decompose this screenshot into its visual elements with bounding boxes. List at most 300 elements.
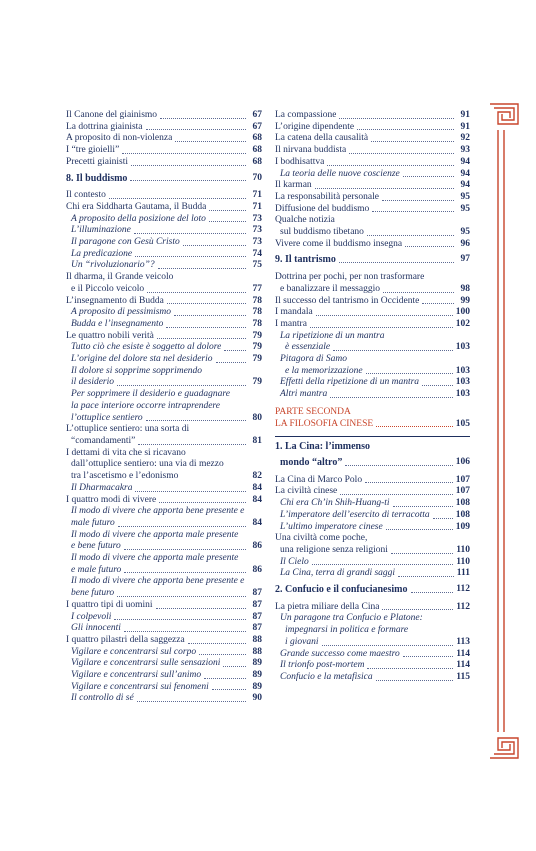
page-number: 91	[460, 121, 470, 132]
page-number: 73	[252, 237, 262, 248]
dot-leader	[209, 210, 246, 211]
toc-entry[interactable]	[66, 682, 262, 694]
dot-leader	[422, 303, 454, 304]
entry-title: La Cina, terra di grandi saggi	[280, 568, 396, 579]
dot-leader	[124, 572, 246, 573]
page-number: 87	[252, 623, 262, 634]
page-number: 79	[252, 377, 262, 388]
toc-entry[interactable]	[66, 237, 262, 249]
page-number: 68	[252, 145, 262, 156]
dot-leader	[383, 292, 454, 293]
toc-entry[interactable]	[66, 331, 262, 343]
dot-leader	[204, 678, 246, 679]
toc-entry[interactable]	[275, 545, 470, 557]
dot-leader	[371, 141, 454, 142]
entry-title: La catena della causalità	[275, 133, 369, 144]
entry-title: e banalizzare il messaggio	[280, 283, 380, 294]
dot-leader	[135, 491, 246, 492]
entry-title: La civiltà cinese	[275, 486, 338, 497]
dot-leader	[118, 526, 246, 527]
dot-leader	[156, 608, 246, 609]
toc-entry[interactable]	[66, 483, 262, 495]
entry-title: e male futuro	[71, 564, 122, 575]
page-number: 91	[460, 110, 470, 120]
page-number: 99	[460, 295, 470, 306]
dot-leader	[109, 198, 246, 199]
page-number: 79	[252, 342, 262, 353]
entry-title: La dottrina giainista	[66, 121, 143, 132]
entry-title: sul buddismo tibetano	[280, 227, 364, 238]
toc-entry[interactable]	[275, 637, 470, 649]
entry-title: La responsabilità personale	[275, 191, 379, 202]
page-number: 79	[252, 354, 262, 365]
toc-entry[interactable]	[275, 169, 470, 181]
page-number: 106	[455, 456, 470, 467]
dot-leader	[199, 654, 246, 655]
toc-entry-line: Il modo di vivere che apporta male presente	[71, 553, 239, 564]
entry-title: Il contesto	[66, 190, 106, 201]
toc-entry[interactable]	[66, 202, 262, 214]
toc-entry[interactable]	[275, 319, 470, 331]
toc-entry-line: Qualche notizia	[275, 215, 335, 226]
entry-title: A proposito di pessimismo	[71, 307, 172, 318]
dot-leader	[327, 165, 454, 166]
toc-entry[interactable]	[66, 635, 262, 647]
dot-leader	[403, 656, 454, 657]
toc-left-column	[66, 110, 262, 705]
dot-leader	[146, 420, 246, 421]
page-number: 86	[252, 541, 262, 552]
toc-entry[interactable]	[275, 366, 470, 378]
dot-leader	[216, 362, 246, 363]
entry-title: tra l’ascetismo e l’edonismo	[71, 471, 179, 482]
dot-leader	[422, 385, 453, 386]
toc-entry[interactable]	[66, 319, 262, 331]
dot-leader	[117, 596, 246, 597]
toc-entry[interactable]	[66, 377, 262, 389]
dot-leader	[147, 292, 246, 293]
toc-entry-line: I dettami di vita che si ricavano	[66, 447, 186, 458]
page-number: 79	[252, 330, 262, 341]
page-number: 81	[252, 435, 262, 446]
entry-title: Altri mantra	[280, 389, 328, 400]
entry-title: Il karman	[275, 180, 312, 191]
entry-title: La compassione	[275, 110, 337, 120]
entry-title: male futuro	[71, 517, 115, 528]
dot-leader	[403, 176, 454, 177]
toc-entry[interactable]	[275, 342, 470, 354]
entry-title: bene futuro	[71, 588, 115, 599]
toc-entry-line: Il dolore si sopprime sopprimendo	[71, 365, 203, 376]
entry-title: I mantra	[275, 318, 307, 329]
chapter-entry[interactable]	[275, 584, 470, 596]
dot-leader	[345, 465, 452, 466]
dot-leader	[310, 327, 453, 328]
page-number: 70	[252, 172, 262, 183]
page-number: 67	[252, 121, 262, 132]
toc-entry[interactable]	[275, 227, 470, 239]
page-number: 89	[252, 681, 262, 692]
toc-entry[interactable]	[66, 495, 262, 507]
entry-title: Il nirvana buddista	[275, 145, 347, 156]
page-number: 67	[252, 110, 262, 120]
page-number: 107	[455, 486, 470, 497]
toc-entry[interactable]	[66, 296, 262, 308]
page-number: 111	[456, 568, 470, 579]
dot-leader	[333, 350, 453, 351]
entry-title: LA FILOSOFIA CINESE	[275, 418, 374, 429]
page-number: 73	[252, 213, 262, 224]
entry-title: mondo “altro”	[280, 456, 343, 468]
toc-entry-line: Pitagora di Samo	[280, 354, 348, 365]
toc-entry[interactable]	[275, 110, 470, 122]
entry-title: A proposito di non-violenza	[66, 133, 173, 144]
entry-title: La Cina di Marco Polo	[275, 474, 363, 485]
page-number: 93	[460, 145, 470, 156]
toc-entry-line: Il dharma, il Grande veicolo	[66, 272, 174, 283]
entry-title: Confucio e la metafisica	[280, 671, 373, 682]
dot-leader	[349, 153, 454, 154]
page-number: 112	[456, 601, 470, 612]
page-number: 94	[460, 180, 470, 191]
toc-entry[interactable]	[66, 157, 262, 169]
toc-entry[interactable]	[66, 249, 262, 261]
toc-entry[interactable]	[275, 122, 470, 134]
toc-entry[interactable]	[66, 658, 262, 670]
entry-title: I bodhisattva	[275, 156, 325, 167]
entry-title: L’insegnamento di Budda	[66, 295, 164, 306]
toc-entry[interactable]	[66, 600, 262, 612]
page-number: 96	[460, 238, 470, 249]
dot-leader	[376, 426, 453, 427]
toc-entry[interactable]	[275, 145, 470, 157]
dot-leader	[411, 592, 454, 593]
dot-leader	[135, 256, 246, 257]
dot-leader	[367, 235, 454, 236]
dot-leader	[315, 188, 454, 189]
chapter-entry[interactable]	[275, 457, 470, 469]
dot-leader	[131, 165, 246, 166]
page-number: 89	[252, 658, 262, 669]
toc-entry[interactable]	[66, 693, 262, 705]
entry-title: La predicazione	[71, 248, 133, 259]
dot-leader	[367, 668, 453, 669]
toc-entry[interactable]	[66, 190, 262, 202]
toc-entry[interactable]	[66, 133, 262, 145]
toc-entry[interactable]	[275, 296, 470, 308]
page-number: 109	[455, 521, 470, 532]
dot-leader	[146, 129, 246, 130]
page-number: 84	[252, 517, 262, 528]
toc-entry[interactable]	[275, 133, 470, 145]
page-number: 110	[456, 544, 470, 555]
toc-entry[interactable]	[275, 498, 470, 510]
dot-leader	[137, 701, 246, 702]
toc-entry-line: Il modo di vivere che apporta male presente	[71, 529, 239, 540]
entry-title: La pietra miliare della Cina	[275, 601, 380, 612]
entry-title: Diffusione del buddismo	[275, 203, 370, 214]
page-number: 78	[252, 295, 262, 306]
toc-entry[interactable]	[275, 568, 470, 580]
toc-entry[interactable]	[66, 623, 262, 635]
dot-leader	[157, 338, 246, 339]
entry-title: Il successo del tantrismo in Occidente	[275, 295, 420, 306]
page-number: 103	[455, 365, 470, 376]
dot-leader	[330, 397, 453, 398]
toc-entry[interactable]	[66, 647, 262, 659]
chapter-entry[interactable]	[66, 173, 262, 185]
toc-entry[interactable]	[275, 192, 470, 204]
entry-title: Budda e l’insegnamento	[71, 318, 164, 329]
entry-title: Chi era Ch’in Shih-Huang-ti	[280, 498, 390, 509]
toc-entry[interactable]	[275, 204, 470, 216]
page-number: 87	[252, 588, 262, 599]
toc-entry[interactable]	[66, 225, 262, 237]
page-number: 94	[460, 168, 470, 179]
dot-leader	[175, 141, 246, 142]
part-divider	[275, 436, 470, 437]
toc-entry-line: Dottrina per pochi, per non trasformare	[275, 272, 425, 283]
toc-entry[interactable]	[66, 214, 262, 226]
entry-title: Il controllo di sé	[71, 693, 134, 704]
dot-leader	[398, 576, 454, 577]
dot-leader	[382, 609, 453, 610]
entry-title: I quattro tipi di uomini	[66, 599, 153, 610]
page-number: 68	[252, 156, 262, 167]
toc-entry-line: Per sopprimere il desiderio e guadagnare	[71, 389, 230, 400]
toc-entry-line: L’ottuplice sentiero: una sorta di	[66, 424, 190, 435]
entry-title: Tutto ciò che esiste è soggetto al dolore	[71, 342, 222, 353]
toc-entry[interactable]	[275, 522, 470, 534]
page-number: 102	[455, 318, 470, 329]
entry-title: L’origine del dolore sta nel desiderio	[71, 354, 213, 365]
toc-entry[interactable]	[66, 260, 262, 272]
entry-title: La teoria delle nuove coscienze	[280, 168, 400, 179]
entry-title: 2. Confucio e il confucianesimo	[275, 584, 408, 596]
page-number: 84	[252, 482, 262, 493]
page-number: 84	[252, 494, 262, 505]
entry-title: A proposito della posizione del loto	[71, 213, 206, 224]
entry-title: I mandala	[275, 307, 313, 318]
toc-entry[interactable]	[275, 510, 470, 522]
toc-entry-line: impegnarsi in politica e formare	[285, 625, 409, 636]
entry-title: e la memorizzazione	[285, 365, 363, 376]
page-number: 73	[252, 225, 262, 236]
toc-entry[interactable]	[66, 307, 262, 319]
dot-leader	[130, 180, 246, 181]
toc-entry[interactable]	[66, 342, 262, 354]
entry-title: I “tre gioielli”	[66, 145, 120, 156]
entry-title: Chi era Siddharta Gautama, il Budda	[66, 201, 207, 212]
page-number: 89	[252, 670, 262, 681]
toc-entry[interactable]	[275, 475, 470, 487]
dot-leader	[372, 211, 454, 212]
toc-entry[interactable]	[66, 145, 262, 157]
chapter-title-line: 1. La Cina: l’immenso	[275, 441, 370, 453]
entry-title: I colpevoli	[71, 611, 112, 622]
dot-leader	[160, 118, 246, 119]
toc-entry[interactable]	[275, 377, 470, 389]
page-number: 112	[456, 584, 470, 595]
dot-leader	[316, 315, 453, 316]
toc-entry[interactable]	[66, 471, 262, 483]
toc-entry[interactable]	[66, 284, 262, 296]
page-number: 108	[455, 498, 470, 509]
part-title-entry[interactable]	[275, 419, 470, 431]
dot-leader	[339, 262, 454, 263]
page-number: 115	[456, 671, 470, 682]
page-number: 92	[460, 133, 470, 144]
dot-leader	[339, 118, 454, 119]
entry-title: 8. Il buddismo	[66, 172, 128, 184]
dot-leader	[340, 494, 453, 495]
page-number: 97	[460, 254, 470, 265]
entry-title: “comandamenti”	[71, 435, 136, 446]
toc-entry[interactable]	[275, 486, 470, 498]
entry-title: L’imperatore dell’esercito di terracotta	[280, 509, 430, 520]
page-number: 87	[252, 611, 262, 622]
toc-entry[interactable]	[275, 180, 470, 192]
dot-leader	[174, 315, 246, 316]
page-number: 71	[252, 190, 262, 201]
dot-leader	[376, 680, 454, 681]
dot-leader	[312, 564, 454, 565]
entry-title: Il Cielo	[280, 556, 309, 567]
page-number: 100	[455, 307, 470, 318]
toc-entry[interactable]	[66, 670, 262, 682]
page-number: 87	[252, 599, 262, 610]
toc-entry[interactable]	[66, 354, 262, 366]
page-number: 88	[252, 634, 262, 645]
dot-leader	[322, 645, 454, 646]
toc-entry[interactable]	[66, 518, 262, 530]
dot-leader	[382, 200, 454, 201]
dot-leader	[134, 233, 246, 234]
entry-title: Gli innocenti	[71, 623, 121, 634]
greek-key-border-ornament	[484, 100, 524, 762]
chapter-entry[interactable]	[275, 254, 470, 266]
entry-title: Il Dharmacakra	[71, 482, 133, 493]
dot-leader	[138, 444, 246, 445]
page-number: 103	[455, 342, 470, 353]
dot-leader	[223, 666, 246, 667]
page-number: 98	[460, 283, 470, 294]
entry-title: e il Piccolo veicolo	[71, 283, 145, 294]
entry-title: Le quattro nobili verità	[66, 330, 154, 341]
toc-entry[interactable]	[66, 413, 262, 425]
toc-entry[interactable]	[66, 588, 262, 600]
toc-entry[interactable]	[66, 122, 262, 134]
dot-leader	[114, 619, 246, 620]
page-number: 77	[252, 283, 262, 294]
toc-entry[interactable]	[66, 541, 262, 553]
toc-entry[interactable]	[66, 110, 262, 122]
entry-title: L’origine dipendente	[275, 121, 355, 132]
toc-entry[interactable]	[275, 672, 470, 684]
page-number: 95	[460, 227, 470, 238]
dot-leader	[122, 153, 246, 154]
entry-title: Vigilare e concentrarsi sul corpo	[71, 646, 197, 657]
page-number: 95	[460, 191, 470, 202]
page-number: 75	[252, 260, 262, 271]
entry-title: Vivere come il buddismo insegna	[275, 238, 403, 249]
page-number: 107	[455, 474, 470, 485]
dot-leader	[124, 631, 246, 632]
toc-entry[interactable]	[66, 436, 262, 448]
dot-leader	[117, 385, 246, 386]
dot-leader	[433, 518, 453, 519]
page-number: 110	[456, 556, 470, 567]
entry-title: I quattro modi di vivere	[66, 494, 157, 505]
dot-leader	[391, 553, 453, 554]
entry-title: L’ultimo imperatore cinese	[280, 521, 383, 532]
toc-entry-line: Un paragone tra Confucio e Platone:	[280, 613, 423, 624]
page-number: 105	[455, 418, 470, 429]
entry-title: Vigilare e concentrarsi sull’animo	[71, 670, 202, 681]
toc-entry-line: Una civiltà come poche,	[275, 533, 368, 544]
dot-leader	[365, 482, 453, 483]
page-number: 90	[252, 693, 262, 704]
page-number: 108	[455, 509, 470, 520]
part-label: PARTE SECONDA	[275, 406, 351, 417]
toc-entry[interactable]	[275, 389, 470, 401]
page-number: 78	[252, 307, 262, 318]
entry-title: 9. Il tantrismo	[275, 254, 336, 266]
dot-leader	[158, 268, 246, 269]
toc-entry-line: Il modo di vivere che apporta bene presente e	[71, 576, 245, 587]
toc-entry[interactable]	[275, 239, 470, 251]
entry-title: l’ottuplice sentiero	[71, 412, 143, 423]
page-number: 80	[252, 412, 262, 423]
entry-title: è essenziale	[285, 342, 331, 353]
toc-entry-line: La ripetizione di un mantra	[280, 330, 385, 341]
entry-title: I quattro pilastri della saggezza	[66, 634, 185, 645]
dot-leader	[357, 129, 454, 130]
toc-entry[interactable]	[66, 612, 262, 624]
toc-entry-line: dall’ottuplice sentiero: una via di mezzo	[71, 459, 224, 470]
toc-entry[interactable]	[275, 557, 470, 569]
page-number: 103	[455, 377, 470, 388]
page-number: 88	[252, 646, 262, 657]
page-number: 114	[456, 648, 470, 659]
page-number: 82	[252, 471, 262, 482]
entry-title: Il paragone con Gesù Cristo	[71, 237, 180, 248]
toc-entry[interactable]	[275, 660, 470, 672]
dot-leader	[167, 303, 246, 304]
entry-title: il desiderio	[71, 377, 115, 388]
toc-entry[interactable]	[275, 157, 470, 169]
page-number: 103	[455, 389, 470, 400]
entry-title: Il trionfo post-mortem	[280, 660, 365, 671]
entry-title: Vigilare e concentrarsi sulle sensazioni	[71, 658, 221, 669]
page-number: 74	[252, 248, 262, 259]
toc-entry[interactable]	[275, 602, 470, 614]
page-number: 94	[460, 156, 470, 167]
dot-leader	[393, 506, 453, 507]
dot-leader	[209, 221, 246, 222]
toc-entry[interactable]	[275, 307, 470, 319]
toc-entry-line: Il modo di vivere che apporta bene presente e	[71, 506, 245, 517]
dot-leader	[159, 502, 246, 503]
entry-title: Un “rivoluzionario”?	[71, 260, 155, 271]
dot-leader	[212, 689, 246, 690]
page-number: 95	[460, 203, 470, 214]
toc-right-column	[275, 110, 470, 684]
toc-entry[interactable]	[275, 649, 470, 661]
toc-entry[interactable]	[275, 284, 470, 296]
dot-leader	[183, 245, 246, 246]
toc-entry[interactable]	[66, 565, 262, 577]
